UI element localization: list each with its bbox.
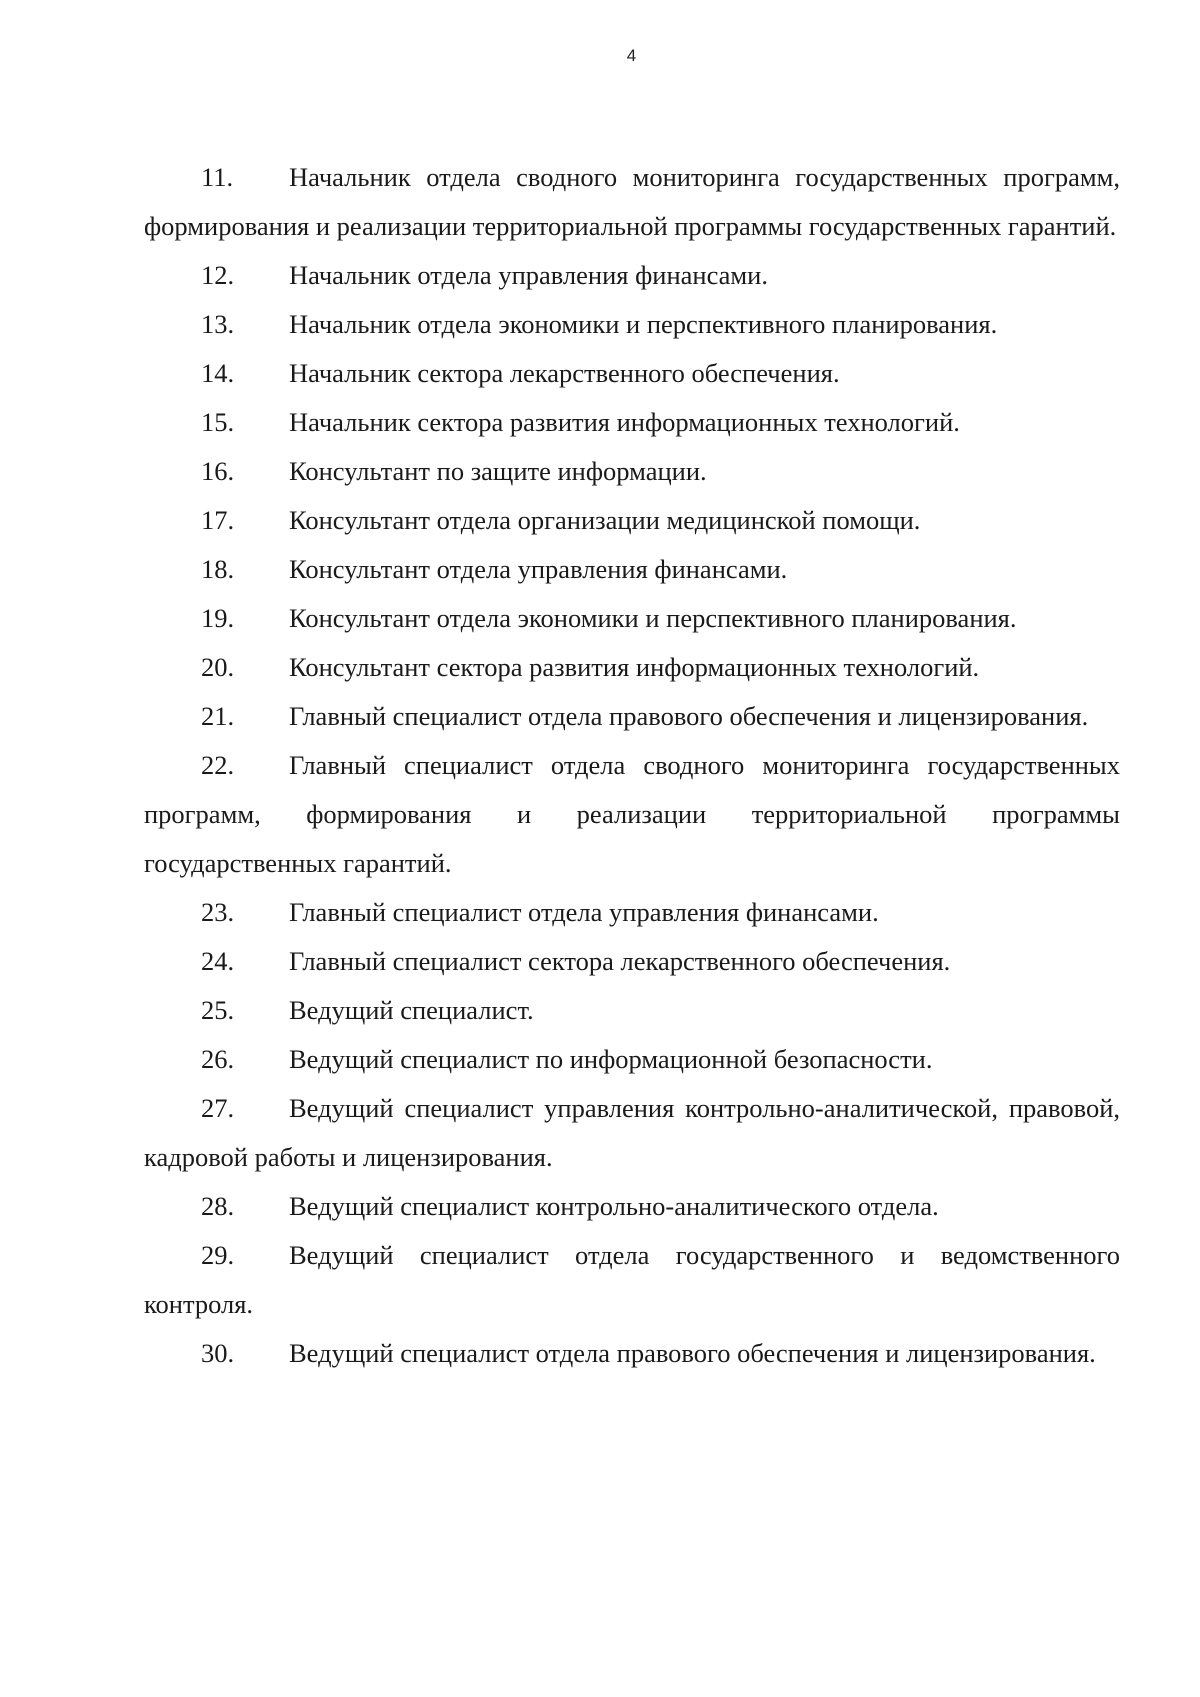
list-item-text: Начальник отдела сводного мониторинга государственных программ, формирования и реализации территориальной программы государственных гарантий. [144,162,1120,241]
list-item [144,153,1120,251]
list-item-number: 28. [201,1191,235,1221]
list-item-text: Ведущий специалист. [289,995,534,1025]
list-item-text: Консультант отдела управления финансами. [289,554,788,584]
list-item [144,496,1120,545]
list-item [144,1035,1120,1084]
list-item-text: Ведущий специалист по информационной безопасности. [289,1044,933,1074]
list-item [144,937,1120,986]
position-list [144,153,1120,1378]
list-item-number: 25. [201,995,235,1025]
list-item [144,1182,1120,1231]
list-item [144,594,1120,643]
list-item-number: 29. [201,1240,235,1270]
list-item-number: 11. [201,162,234,192]
list-item-number: 13. [201,309,235,339]
list-item [144,545,1120,594]
list-item [144,1084,1120,1182]
list-item [144,643,1120,692]
list-item-number: 22. [201,750,235,780]
list-item-number: 18. [201,554,235,584]
list-item-text: Ведущий специалист контрольно-аналитического отдела. [289,1191,939,1221]
list-item-text: Главный специалист отдела правового обеспечения и лицензирования. [289,701,1089,731]
list-item-text: Главный специалист сектора лекарственного обеспечения. [289,946,951,976]
list-item-text: Ведущий специалист управления контрольно-аналитической, правовой, кадровой работы и лицензирования. [144,1093,1120,1172]
list-item-number: 30. [201,1338,235,1368]
list-item [144,1329,1120,1378]
list-item-number: 21. [201,701,235,731]
list-item-number: 23. [201,897,235,927]
list-item [144,300,1120,349]
list-item-text: Ведущий специалист отдела правового обеспечения и лицензирования. [289,1338,1096,1368]
list-item-text: Начальник отдела управления финансами. [289,260,768,290]
list-item-number: 14. [201,358,235,388]
list-item [144,398,1120,447]
list-item [144,447,1120,496]
list-item [144,888,1120,937]
list-item [144,251,1120,300]
list-item [144,1231,1120,1329]
list-item [144,349,1120,398]
list-item-text: Ведущий специалист отдела государственного и ведомственного контроля. [144,1240,1120,1319]
list-item-text: Начальник отдела экономики и перспективного планирования. [289,309,998,339]
list-item-number: 16. [201,456,235,486]
list-item-number: 24. [201,946,235,976]
list-item-number: 20. [201,652,235,682]
list-item-text: Консультант отдела организации медицинской помощи. [289,505,921,535]
list-item-text: Начальник сектора развития информационных технологий. [289,407,960,437]
list-item-text: Главный специалист отдела сводного мониторинга государственных программ, формирования и реализации территориальной программы государственных гарантий. [144,750,1120,878]
list-item [144,692,1120,741]
list-item-text: Консультант отдела экономики и перспективного планирования. [289,603,1017,633]
list-item-number: 12. [201,260,235,290]
list-item-text: Главный специалист отдела управления финансами. [289,897,879,927]
list-item-number: 27. [201,1093,235,1123]
list-item-text: Консультант сектора развития информационных технологий. [289,652,980,682]
list-item-text: Консультант по защите информации. [289,456,707,486]
list-item [144,986,1120,1035]
list-item-number: 15. [201,407,235,437]
page-number: 4 [626,46,637,65]
list-item-number: 26. [201,1044,235,1074]
list-item-number: 19. [201,603,235,633]
list-item [144,741,1120,888]
list-item-text: Начальник сектора лекарственного обеспечения. [289,358,840,388]
list-item-number: 17. [201,505,235,535]
